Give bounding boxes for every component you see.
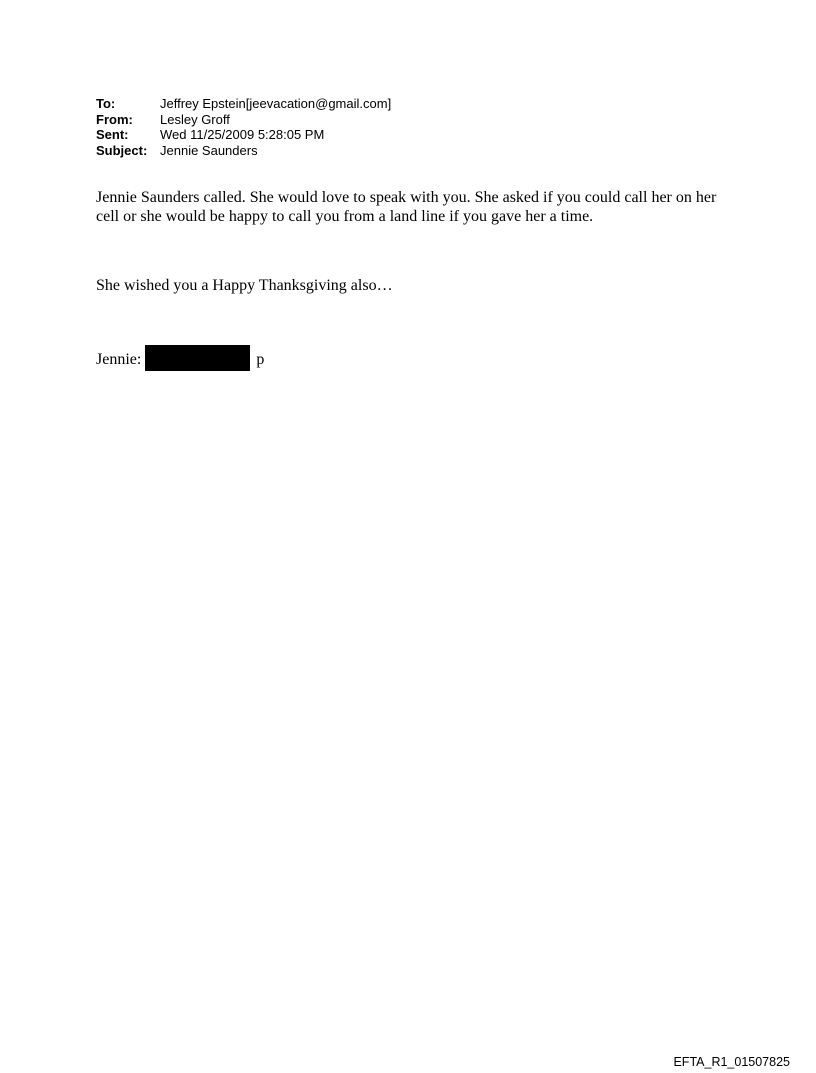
contact-suffix: p (256, 351, 265, 368)
contact-line (96, 345, 736, 371)
sent-value: Wed 11/25/2009 5:28:05 PM (160, 127, 325, 142)
body-paragraph-thanksgiving: She wished you a Happy Thanksgiving also… (96, 277, 393, 294)
header-row-from (96, 112, 391, 128)
contact-label: Jennie: (96, 351, 142, 368)
header-row-subject (96, 143, 391, 159)
from-value: Lesley Groff (160, 111, 230, 127)
sent-label: Sent: (96, 127, 129, 142)
header-row-sent (96, 127, 391, 143)
bates-number: EFTA_R1_01507825 (673, 1055, 790, 1069)
header-row-to (96, 96, 391, 112)
subject-label: Subject: (96, 142, 148, 158)
to-value: Jeffrey Epstein[jeevacation@gmail.com] (160, 96, 392, 111)
to-label: To: (96, 96, 116, 111)
redaction-box (145, 345, 250, 371)
email-header (96, 96, 391, 158)
from-label: From: (96, 111, 133, 127)
subject-value: Jennie Saunders (160, 142, 258, 158)
body-paragraph-message: Jennie Saunders called. She would love to speak with you. She asked if you could call her on her cell or she would be happy to call you from a land line if you gave her a time. (96, 189, 717, 225)
